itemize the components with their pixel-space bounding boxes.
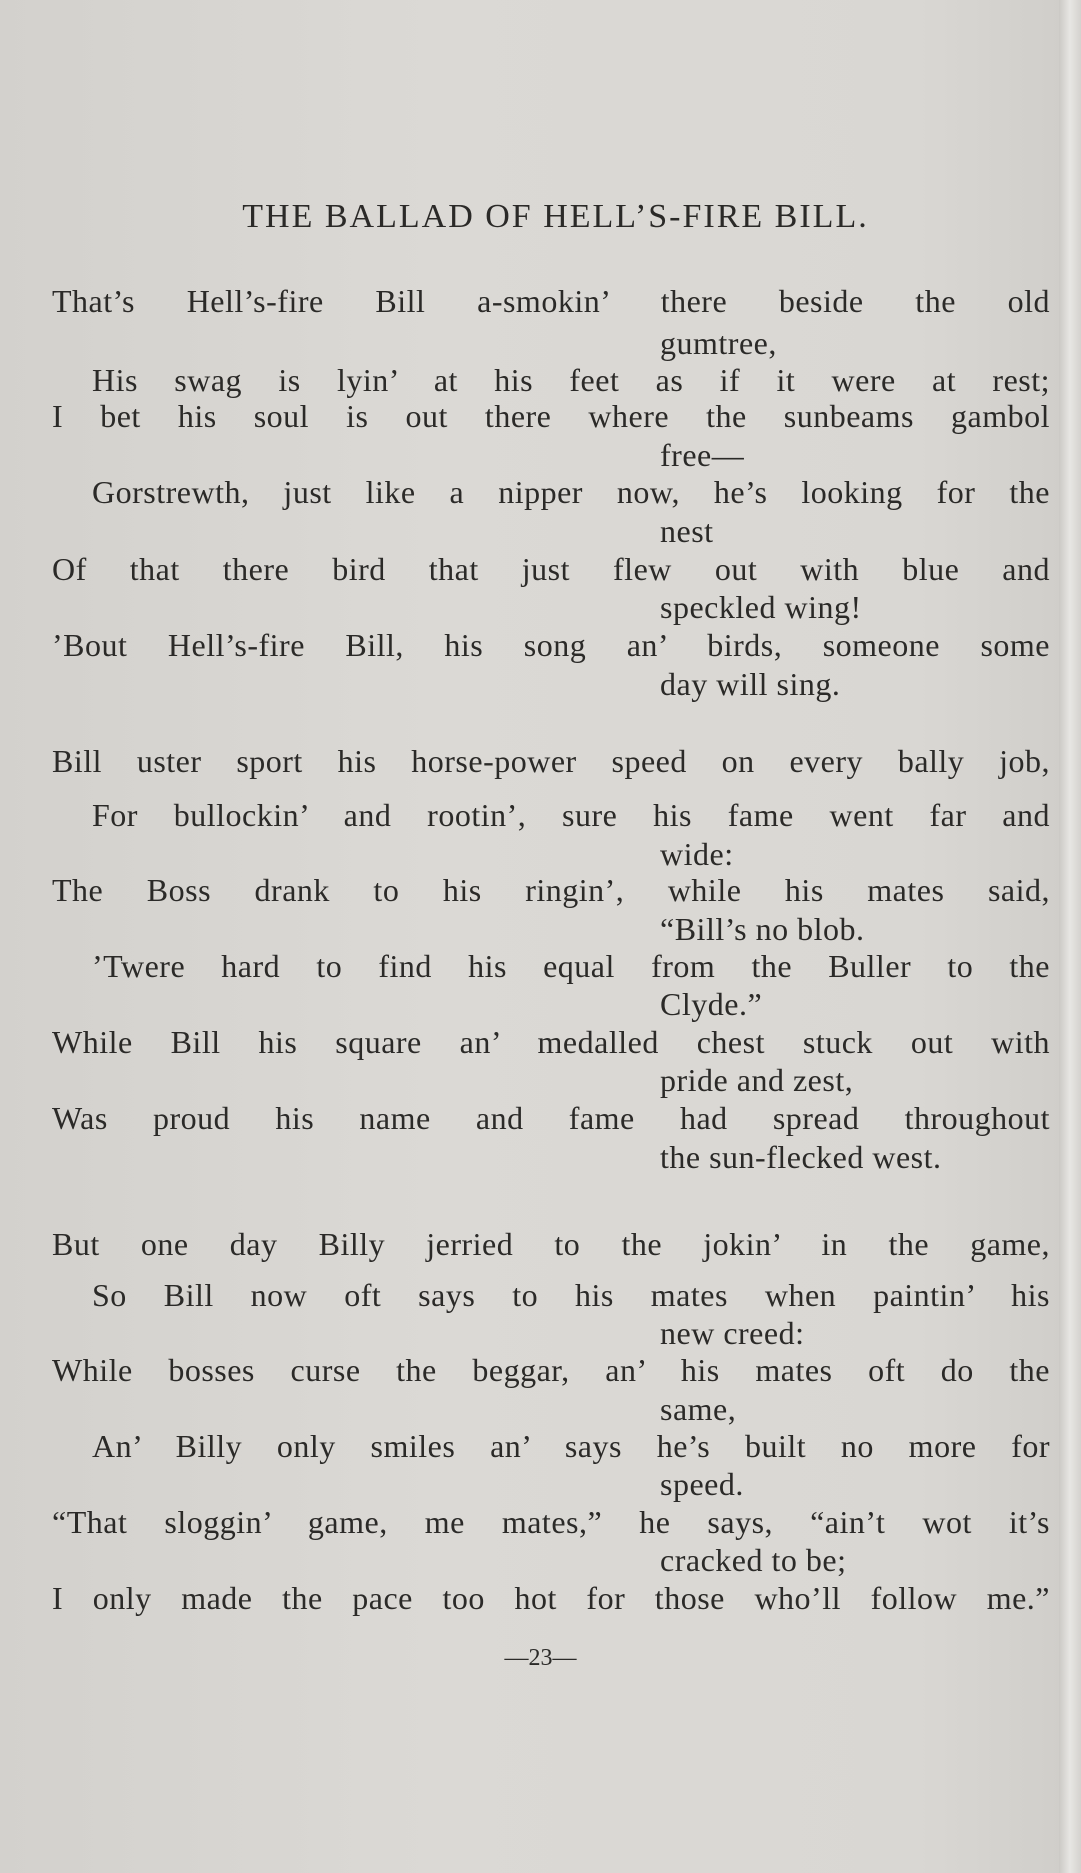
poem-title: THE BALLAD OF HELL’S-FIRE BILL. bbox=[242, 198, 869, 235]
poem-line: “Bill’s no blob. bbox=[660, 911, 865, 947]
poem-line: speed. bbox=[660, 1466, 744, 1502]
poem-line: So Bill now oft says to his mates when paintin’ his bbox=[92, 1277, 1050, 1313]
poem-line: But one day Billy jerried to the jokin’ in the game, bbox=[52, 1226, 1050, 1262]
poem-line: That’s Hell’s-fire Bill a-smokin’ there beside the old bbox=[52, 283, 1050, 319]
poem-line: cracked to be; bbox=[660, 1542, 847, 1578]
poem-line: His swag is lyin’ at his feet as if it were at rest; bbox=[92, 362, 1050, 398]
poem-line: ’Twere hard to find his equal from the Buller to the bbox=[92, 948, 1050, 984]
poem-line: While Bill his square an’ medalled chest stuck out with bbox=[52, 1024, 1050, 1060]
poem-line: I only made the pace too hot for those who’ll follow me.” bbox=[52, 1580, 1050, 1616]
page-edge bbox=[1059, 0, 1081, 1873]
poem-line: While bosses curse the beggar, an’ his mates oft do the bbox=[52, 1352, 1050, 1388]
poem-line: the sun-flecked west. bbox=[660, 1139, 942, 1175]
poem-line: speckled wing! bbox=[660, 589, 862, 625]
poem-line: day will sing. bbox=[660, 666, 841, 702]
poem-line: Of that there bird that just flew out with blue and bbox=[52, 551, 1050, 587]
poem-line: Was proud his name and fame had spread throughout bbox=[52, 1100, 1050, 1136]
poem-line: new creed: bbox=[660, 1315, 805, 1351]
poem-line: nest bbox=[660, 513, 714, 549]
poem-line: An’ Billy only smiles an’ says he’s built no more for bbox=[92, 1428, 1050, 1464]
poem-line: “That sloggin’ game, me mates,” he says, “ain’t wot it’s bbox=[52, 1504, 1050, 1540]
page-number: —23— bbox=[504, 1645, 577, 1671]
poem-line: same, bbox=[660, 1391, 737, 1427]
poem-line: ’Bout Hell’s-fire Bill, his song an’ birds, someone some bbox=[52, 627, 1050, 663]
poem-line: free— bbox=[660, 437, 745, 473]
poem-line: wide: bbox=[660, 836, 734, 872]
poem-line: Gorstrewth, just like a nipper now, he’s looking for the bbox=[92, 474, 1050, 510]
poem-line: pride and zest, bbox=[660, 1062, 854, 1098]
poem-line: gumtree, bbox=[660, 325, 777, 361]
poem-line: Bill uster sport his horse-power speed on every bally job, bbox=[52, 743, 1050, 779]
poem-line: The Boss drank to his ringin’, while his mates said, bbox=[52, 872, 1050, 908]
poem-line: Clyde.” bbox=[660, 986, 763, 1022]
poem-line: I bet his soul is out there where the sunbeams gambol bbox=[52, 398, 1050, 434]
poem-line: For bullockin’ and rootin’, sure his fame went far and bbox=[92, 797, 1050, 833]
